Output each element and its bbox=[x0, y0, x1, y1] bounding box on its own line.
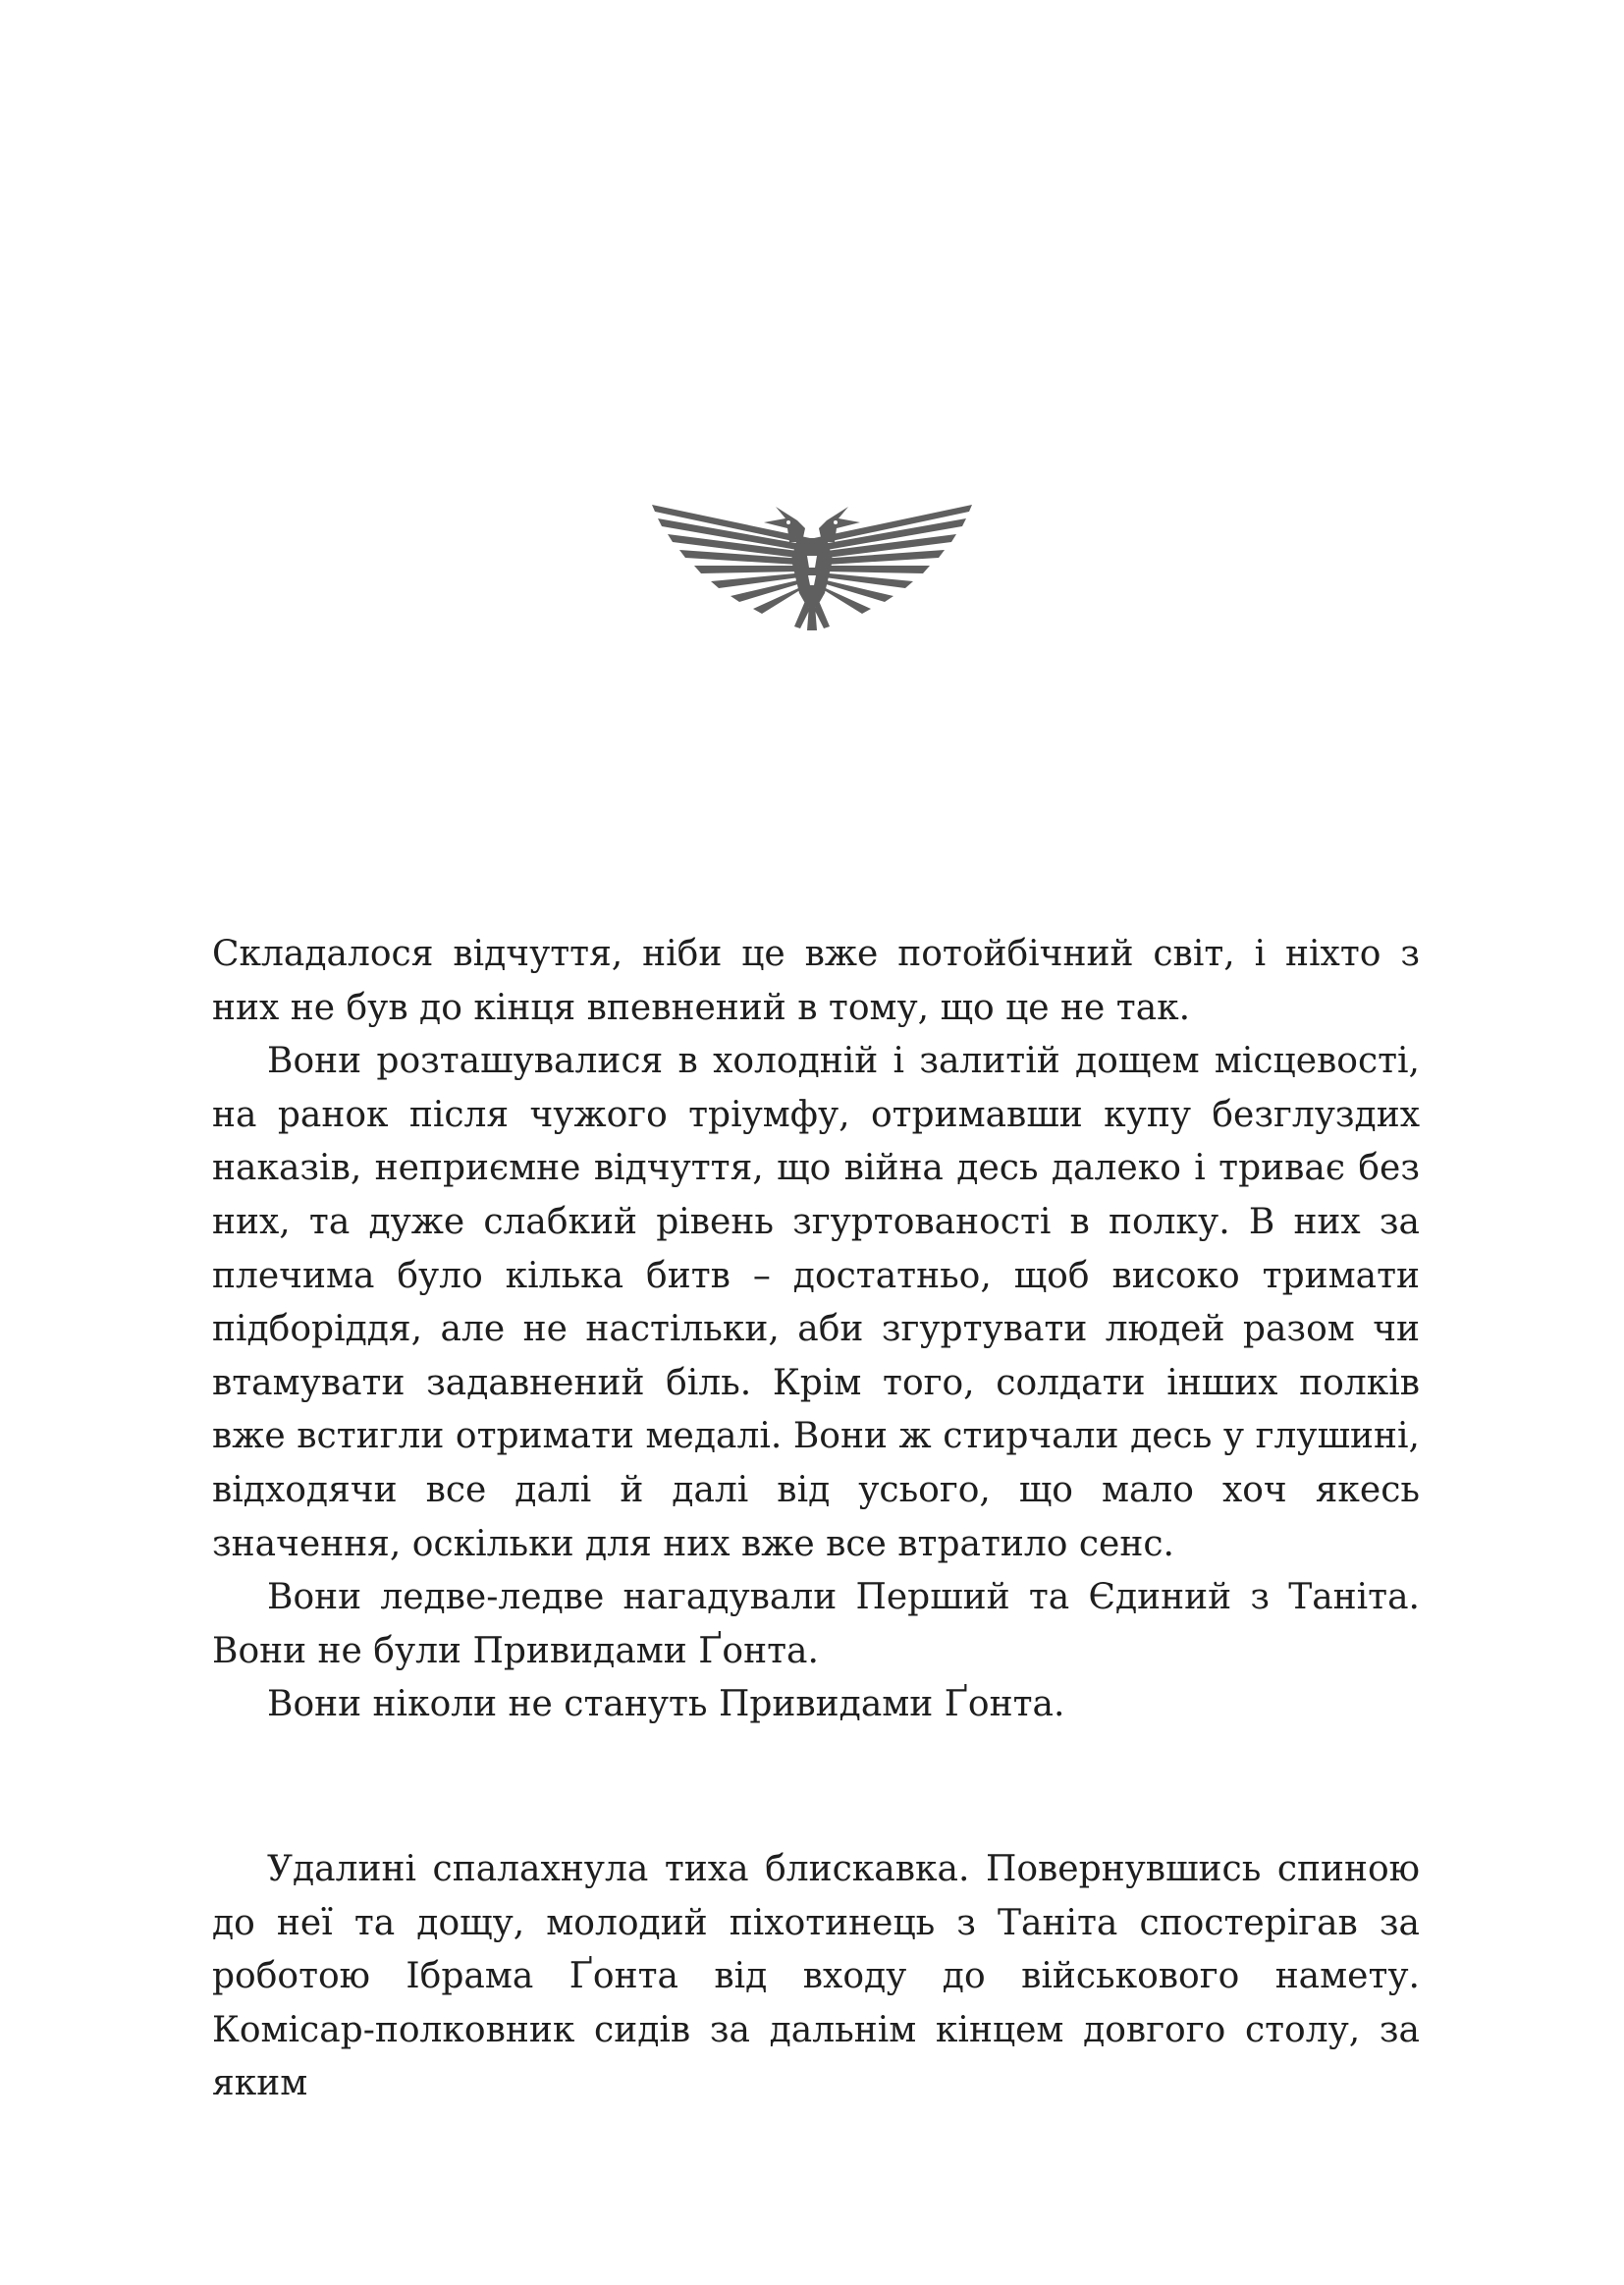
paragraph: Складалося відчуття, ніби це вже потойбічний світ, і ніхто з них не був до кінця впевнений в тому, що це не так. bbox=[212, 934, 1420, 1028]
body-text-section-2 bbox=[212, 1843, 1420, 2111]
paragraph: Вони ніколи не стануть Привидами Ґонта. bbox=[267, 1684, 1065, 1725]
aquila-emblem-icon bbox=[650, 499, 974, 631]
paragraph: Вони ледве-ледве нагадували Перший та Єдиний з Таніта. Вони не були Привидами Ґонта. bbox=[212, 1577, 1420, 1671]
paragraph: Удалині спалахнула тиха блискавка. Повернувшись спиною до неї та дощу, молодий піхотинець з Таніта спостерігав за роботою Ібрама Ґонта від входу до військового намету. Комісар-полковник сидів за дальнім кінцем довгого столу, за яким bbox=[212, 1849, 1420, 2104]
paragraph: Вони розташувалися в холодній і залитій дощем місцевості, на ранок після чужого тріумфу, отримавши купу безглуздих наказів, неприємне відчуття, що війна десь далеко і триває без них, та дуже слабкий рівень згуртованості в полку. В них за плечима було кілька битв – достатньо, щоб високо тримати підборіддя, але не настільки, аби згуртувати людей разом чи втамувати задавнений біль. Крім того, солдати інших полків вже встигли отримати медалі. Вони ж стирчали десь у глушині, відходячи все далі й далі від усього, що мало хоч якесь значення, оскільки для них вже все втратило сенс. bbox=[212, 1041, 1420, 1564]
body-text-section-1 bbox=[212, 928, 1420, 1732]
